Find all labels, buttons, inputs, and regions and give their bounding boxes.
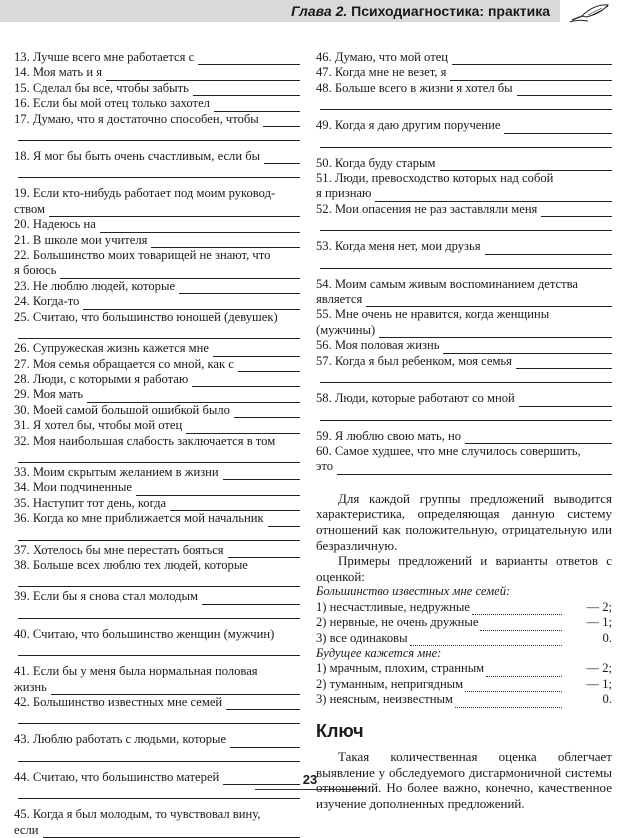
example-title: Будущее кажется мне:: [316, 645, 442, 660]
answer-line: [264, 152, 300, 164]
question-item: 58. Люди, которые работают со мной: [316, 391, 612, 406]
example-row: 1) мрачным, плохим, странным — 2;: [316, 661, 612, 676]
question-item: 14. Моя мать и я: [14, 65, 300, 80]
answer-line: [18, 573, 300, 587]
key-paragraph: Такая количественная оценка облегчает выявление у обследуемого дисгармоничной системы отношений. Но более важно, конечно, качественное изучение дополненных предложений.: [316, 748, 612, 811]
question-item: 19. Если кто-нибудь работает под моим руковод-: [14, 186, 276, 201]
question-continuation: это: [316, 459, 612, 474]
example-row: 3) неясным, неизвестным 0.: [316, 692, 612, 707]
answer-line: [136, 484, 300, 496]
question-item: 17. Думаю, что я достаточно способен, чтобы: [14, 112, 300, 127]
answer-line: [43, 826, 300, 838]
question-continuation: жизнь: [14, 680, 300, 695]
answer-line: [516, 357, 612, 369]
answer-line: [214, 100, 300, 112]
question-item: 31. Я хотел бы, чтобы мой отец: [14, 418, 300, 433]
answer-line: [18, 325, 300, 339]
answer-line: [452, 53, 612, 65]
question-item: 45. Когда я был молодым, то чувствовал вину,: [14, 807, 261, 822]
question-item: 32. Моя наибольшая слабость заключается в том: [14, 433, 276, 448]
answer-line: [230, 736, 300, 748]
answer-line: [440, 159, 613, 171]
answer-line: [18, 605, 300, 619]
question-item: 35. Наступит тот день, когда: [14, 496, 300, 511]
question-item: 46. Думаю, что мой отец: [316, 50, 612, 65]
answer-line: [443, 342, 612, 354]
answer-line: [517, 84, 612, 96]
question-item: 50. Когда буду старым: [316, 156, 612, 171]
answer-line: [519, 395, 612, 407]
question-continuation: я боюсь: [14, 263, 300, 278]
scoring-paragraph: Для каждой группы предложений выводится характеристика, определяющая данную систему отношений как положительную, отрицательную или безразличную.: [316, 490, 612, 553]
chapter-label: Глава 2.: [291, 3, 348, 19]
question-item: 34. Мои подчиненные: [14, 480, 300, 495]
answer-line: [18, 449, 300, 463]
answer-line: [238, 360, 300, 372]
question-item: 42. Большинство известных мне семей: [14, 695, 300, 710]
answer-line: [18, 642, 300, 656]
right-column: [316, 50, 612, 811]
question-item: 38. Больше всех люблю тех людей, которые: [14, 557, 248, 572]
answer-line: [106, 69, 300, 81]
answer-line: [366, 295, 612, 307]
answer-line: [179, 282, 300, 294]
example-title: Большинство известных мне семей:: [316, 584, 511, 599]
answer-line: [18, 785, 300, 799]
question-item: 57. Когда я был ребенком, моя семья: [316, 354, 612, 369]
answer-line: [198, 53, 300, 65]
running-header: [291, 3, 550, 19]
answer-line: [320, 407, 612, 421]
question-item: 23. Не люблю людей, которые: [14, 279, 300, 294]
page-number: 23: [302, 772, 318, 787]
answer-line: [375, 190, 612, 202]
answer-line: [268, 515, 300, 527]
answer-line: [379, 326, 612, 338]
question-item: 48. Больше всего в жизни я хотел бы: [316, 81, 612, 96]
examples-intro: Примеры предложений и варианты ответов с оценкой:: [316, 553, 612, 584]
question-item: 59. Я люблю свою мать, но: [316, 429, 612, 444]
example-row: 1) несчастливые, недружные — 2;: [316, 599, 612, 614]
answer-line: [170, 499, 300, 511]
answer-line: [18, 164, 300, 178]
question-item: 54. Моим самым живым воспоминанием детства: [316, 276, 578, 291]
question-item: 36. Когда ко мне приближается мой начальник: [14, 511, 300, 526]
question-item: 39. Если бы я снова стал молодым: [14, 589, 300, 604]
answer-line: [151, 236, 300, 248]
answer-line: [320, 255, 612, 269]
question-item: 41. Если бы у меня была нормальная половая: [14, 664, 258, 679]
answer-line: [263, 115, 300, 127]
left-column: [14, 50, 300, 838]
question-continuation: ством: [14, 202, 300, 217]
answer-line: [226, 698, 300, 710]
answer-line: [192, 375, 300, 387]
answer-line: [60, 267, 300, 279]
answer-line: [18, 127, 300, 141]
question-continuation: я признаю: [316, 186, 612, 201]
question-item: 29. Моя мать: [14, 387, 300, 402]
question-item: 22. Большинство моих товарищей не знают, что: [14, 248, 271, 263]
answer-line: [228, 546, 300, 558]
question-item: 13. Лучше всего мне работается с: [14, 50, 300, 65]
question-item: 15. Сделал бы все, чтобы забыть: [14, 81, 300, 96]
answer-line: [51, 683, 300, 695]
question-item: 20. Надеюсь на: [14, 217, 300, 232]
question-item: 51. Люди, превосходство которых над собой: [316, 171, 554, 186]
answer-line: [485, 243, 612, 255]
question-continuation: если: [14, 823, 300, 838]
chapter-title: Психодиагностика: практика: [351, 3, 550, 19]
answer-line: [320, 134, 612, 148]
answer-line: [234, 406, 300, 418]
example-row: 2) туманным, непригядным — 1;: [316, 676, 612, 691]
question-item: 24. Когда-то: [14, 294, 300, 309]
question-continuation: является: [316, 292, 612, 307]
answer-line: [541, 205, 612, 217]
section-heading-key: Ключ: [316, 720, 364, 741]
example-row: 3) все одинаковы 0.: [316, 630, 612, 645]
question-item: 52. Мои опасения не раз заставляли меня: [316, 202, 612, 217]
answer-line: [87, 391, 300, 403]
answer-line: [337, 463, 612, 475]
answer-line: [202, 593, 300, 605]
question-continuation: (мужчины): [316, 323, 612, 338]
question-item: 30. Моей самой большой ошибкой было: [14, 403, 300, 418]
question-item: 56. Моя половая жизнь: [316, 338, 612, 353]
question-item: 44. Считаю, что большинство матерей: [14, 770, 300, 785]
question-item: 28. Люди, с которыми я работаю: [14, 372, 300, 387]
question-item: 43. Люблю работать с людьми, которые: [14, 732, 300, 747]
question-item: 21. В школе мои учителя: [14, 233, 300, 248]
quill-pen-icon: [568, 2, 612, 24]
answer-line: [320, 217, 612, 231]
question-item: 18. Я мог бы быть очень счастливым, если бы: [14, 149, 300, 164]
question-item: 33. Моим скрытым желанием в жизни: [14, 465, 300, 480]
answer-line: [193, 84, 300, 96]
question-item: 53. Когда меня нет, мои друзья: [316, 239, 612, 254]
answer-line: [83, 298, 300, 310]
question-item: 37. Хотелось бы мне перестать бояться: [14, 543, 300, 558]
question-item: 55. Мне очень не нравится, когда женщины: [316, 307, 550, 322]
question-item: 49. Когда я даю другим поручение: [316, 118, 612, 133]
answer-line: [49, 205, 300, 217]
question-item: 16. Если бы мой отец только захотел: [14, 96, 300, 111]
answer-line: [450, 69, 612, 81]
question-item: 60. Самое худшее, что мне случилось совершить,: [316, 443, 581, 458]
answer-line: [186, 422, 300, 434]
answer-line: [18, 748, 300, 762]
page-number-rule: [255, 789, 365, 790]
question-item: 26. Супружеская жизнь кажется мне: [14, 341, 300, 356]
answer-line: [223, 468, 300, 480]
answer-line: [100, 221, 300, 233]
question-item: 40. Считаю, что большинство женщин (мужчин): [14, 626, 275, 641]
question-item: 27. Моя семья обращается со мной, как с: [14, 357, 300, 372]
question-item: 47. Когда мне не везет, я: [316, 65, 612, 80]
answer-line: [504, 122, 612, 134]
answer-line: [213, 345, 300, 357]
example-row: 2) нервные, не очень дружные — 1;: [316, 615, 612, 630]
answer-line: [320, 369, 612, 383]
answer-line: [320, 96, 612, 110]
answer-line: [18, 710, 300, 724]
question-item: 25. Считаю, что большинство юношей (девушек): [14, 309, 278, 324]
answer-line: [465, 432, 612, 444]
answer-line: [18, 527, 300, 541]
